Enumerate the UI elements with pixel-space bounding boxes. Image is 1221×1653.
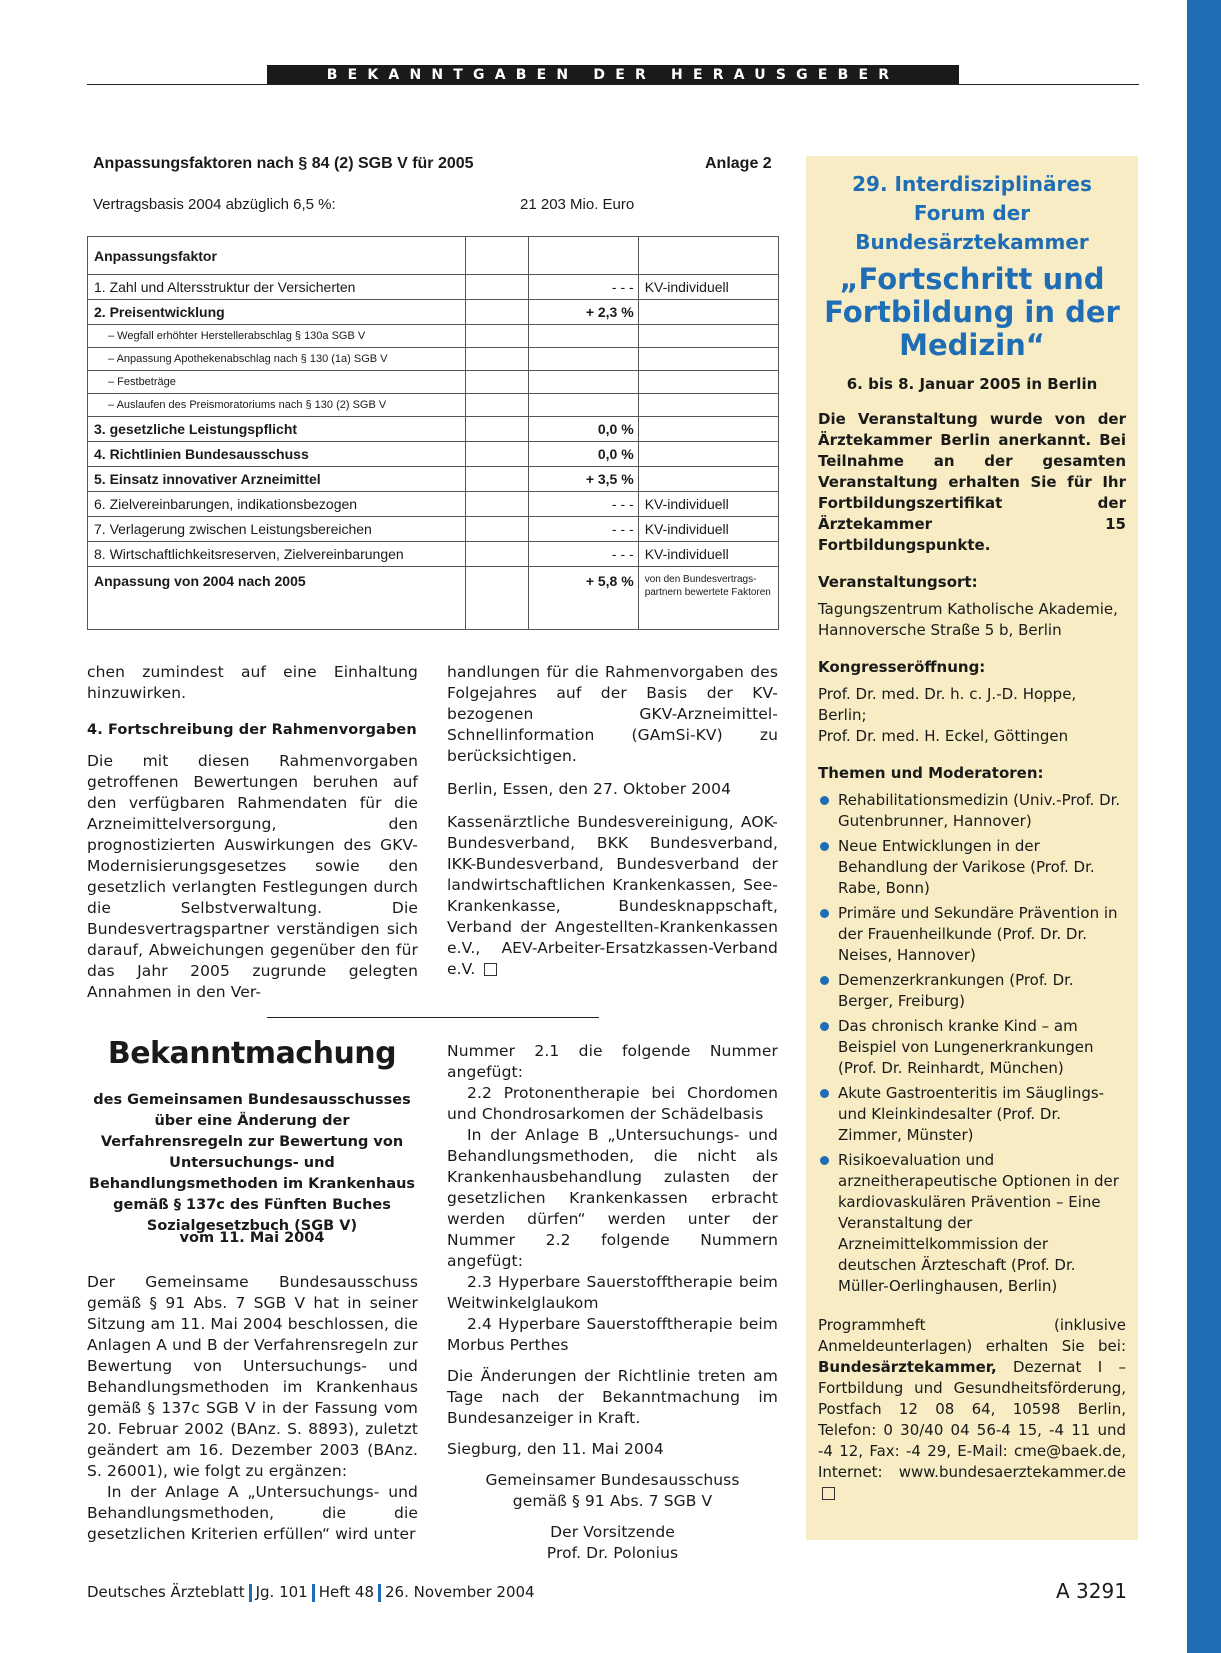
bullet-icon [820, 1089, 829, 1098]
bullet-icon [820, 796, 829, 805]
column-left-lower [87, 1272, 418, 1545]
paragraph: chen zumindest auf eine Einhaltung hinzuwirken. [87, 663, 418, 702]
list-item: Akute Gastroenteritis im Säuglings- und Kleinkindesalter (Prof. Dr. Zimmer, Münster) [818, 1083, 1126, 1146]
paragraph: Die Änderungen der Richtlinie treten am Tage nach der Bekanntmachung im Bundesanzeiger in Kraft. [447, 1367, 778, 1427]
issue-date: 26. November 2004 [385, 1583, 535, 1601]
table-row: 8. Wirtschaftlichkeitsreserven, Zielvereinbarungen - - - KV-individuell [88, 542, 779, 567]
table-row: 1. Zahl und Altersstruktur der Versicherten - - - KV-individuell [88, 275, 779, 300]
event-sidebar [806, 156, 1138, 1540]
section-heading: 4. Fortschreibung der Rahmenvorgaben [87, 722, 417, 738]
place-date: Siegburg, den 11. Mai 2004 [447, 1440, 664, 1458]
venue: Tagungszentrum Katholische Akademie, Hannoversche Straße 5 b, Berlin [818, 600, 1118, 639]
opening-speaker: Prof. Dr. med. H. Eckel, Göttingen [818, 727, 1069, 745]
list-item: Das chronisch kranke Kind – am Beispiel von Lungenerkrankungen (Prof. Dr. Reinhardt, München) [818, 1016, 1126, 1079]
paragraph: In der Anlage B „Untersuchungs- und Behandlungsmethoden, die nicht als Krankenhausbehandlung zulasten der gesetzlichen Krankenkassen erbracht werden dürfen“ werden unter der Nummer 2.2 folgende Nummern angefügt: [447, 1126, 778, 1270]
table-basis-label: Vertragsbasis 2004 abzüglich 6,5 %: [93, 196, 336, 213]
column-middle-upper [447, 662, 778, 980]
place-date: Berlin, Essen, den 27. Oktober 2004 [447, 780, 732, 798]
separator [249, 1584, 252, 1602]
paragraph: Die mit diesen Rahmenvorgaben getroffenen Bewertungen beruhen auf den verfügbaren Rahmendaten für die Arzneimittelversorgung, den prognostizierten Auswirkungen des GKV-Modernisierungsgesetzes sowie den gesetzlich verlangten Festlegungen durch die Selbstverwaltung. Die Bundesvertragspartner verständigen sich darauf, Abweichungen gegenüber den für das Jahr 2005 zugrunde gelegten Annahmen in den Ver- [87, 752, 418, 1001]
table-anlage: Anlage 2 [705, 155, 772, 172]
page-number: A 3291 [1056, 1579, 1127, 1603]
table-header-cell: Anpassungsfaktor [88, 237, 466, 275]
issue: Heft 48 [318, 1583, 374, 1601]
signature-line: Gemeinsamer Bundesausschuss [485, 1471, 740, 1489]
end-mark-icon [484, 963, 497, 976]
bullet-icon [820, 909, 829, 918]
bullet-icon [820, 1022, 829, 1031]
topics-list [818, 790, 1126, 1297]
column-middle-lower [447, 1041, 778, 1564]
edge-stripe [1187, 0, 1221, 1653]
table-basis-value: 21 203 Mio. Euro [520, 196, 635, 213]
paragraph: Kassenärztliche Bundesvereinigung, AOK-Bundesverband, BKK Bundesverband, IKK-Bundesverband, Bundesverband der landwirtschaftlichen Krankenkassen, See-Krankenkasse, Bundesknappschaft, Verband der Angestellten-Krankenkassen e.V., AEV-Arbeiter-Ersatzkassen-Verband e.V. [447, 813, 778, 978]
event-intro: Die Veranstaltung wurde von der Ärztekammer Berlin anerkannt. Bei Teilnahme an der gesamten Veranstaltung erhalten Sie für Ihr Fortbildungszertifikat der Ärztekammer 15 Fortbildungspunkte. [818, 410, 1126, 554]
paragraph: 2.3 Hyperbare Sauerstofftherapie beim Weitwinkelglaukom [447, 1273, 778, 1312]
journal-name: Deutsches Ärzteblatt [87, 1583, 245, 1601]
table-row: 7. Verlagerung zwischen Leistungsbereichen - - - KV-individuell [88, 517, 779, 542]
signature-line: Prof. Dr. Polonius [546, 1544, 679, 1562]
list-item: Risikoevaluation und arzneitherapeutische Optionen in der kardiovaskulären Prävention – Eine Veranstaltung der Arzneimittelkommission der deutschen Ärzteschaft (Prof. Dr. Müller-Oerlinghausen, Berlin) [818, 1150, 1126, 1297]
paragraph: Der Gemeinsame Bundesausschuss gemäß § 91 Abs. 7 SGB V hat in seiner Sitzung am 11. Mai 2004 beschlossen, die Anlagen A und B der Verfahrensregeln zur Bewertung von Untersuchungs- und Behandlungsmethoden im Krankenhaus gemäß § 137c SGB V in der Fassung vom 20. Februar 2002 (BAnz. S. 8893), zuletzt geändert am 16. Dezember 2003 (BAnz. S. 26001), wie folgt zu ergänzen: [87, 1273, 418, 1480]
table-row: 2. Preisentwicklung + 2,3 % [88, 300, 779, 325]
opening-heading: Kongresseröffnung: [818, 658, 986, 676]
separator [378, 1584, 381, 1602]
table-row: – Wegfall erhöhter Herstellerabschlag § 130a SGB V [88, 325, 779, 348]
list-item: Neue Entwicklungen in der Behandlung der Varikose (Prof. Dr. Rabe, Bonn) [818, 836, 1126, 899]
bekanntmachung-title: Bekanntmachung [107, 1036, 397, 1071]
end-mark-icon [822, 1487, 835, 1500]
paragraph: handlungen für die Rahmenvorgaben des Folgejahres auf der Basis der KV-bezogenen GKV-Arzneimittel-Schnellinformation (GAmSi-KV) zu berücksichtigen. [447, 663, 778, 765]
section-header: BEKANNTGABEN DER HERAUSGEBER [267, 65, 959, 85]
forum-name: 29. Interdisziplinäres Forum der Bundesärztekammer [852, 172, 1092, 254]
table-row: 3. gesetzliche Leistungspflicht 0,0 % [88, 417, 779, 442]
venue-heading: Veranstaltungsort: [818, 573, 978, 591]
table-row: 5. Einsatz innovativer Arzneimittel + 3,5 % [88, 467, 779, 492]
footer [87, 1583, 535, 1602]
signature-line: Der Vorsitzende [550, 1523, 675, 1541]
table-header-row [88, 237, 779, 275]
bekanntmachung-subtitle: des Gemeinsamen Bundesausschusses über eine Änderung der Verfahrensregeln zur Bewertung von Untersuchungs- und Behandlungsmethoden im Krankenhaus gemäß § 137c des Fünften Buches Sozialgesetzbuch (SGB V) [88, 1092, 416, 1234]
bekanntmachung-date: vom 11. Mai 2004 [179, 1230, 325, 1246]
header-rule [87, 84, 1139, 85]
list-item: Rehabilitationsmedizin (Univ.-Prof. Dr. Gutenbrunner, Hannover) [818, 790, 1126, 832]
table-title: Anpassungsfaktoren nach § 84 (2) SGB V für 2005 [93, 155, 474, 172]
signature-line: gemäß § 91 Abs. 7 SGB V [512, 1492, 713, 1510]
table-row: – Anpassung Apothekenabschlag nach § 130 (1a) SGB V [88, 348, 779, 371]
anpassungsfaktoren-table [87, 236, 779, 630]
divider [267, 1017, 599, 1018]
table-sum-row: Anpassung von 2004 nach 2005 + 5,8 % von den Bundesvertrags-partnern bewertete Faktoren [88, 567, 779, 630]
volume: Jg. 101 [255, 1583, 308, 1601]
topics-heading: Themen und Moderatoren: [818, 764, 1044, 782]
bullet-icon [820, 842, 829, 851]
paragraph: 2.2 Protonentherapie bei Chordomen und Chondrosarkomen der Schädelbasis [447, 1084, 778, 1123]
paragraph: Nummer 2.1 die folgende Nummer angefügt: [447, 1042, 778, 1081]
paragraph: In der Anlage A „Untersuchungs- und Behandlungsmethoden, die die gesetzlichen Kriterien erfüllen“ wird unter [87, 1483, 418, 1543]
bullet-icon [820, 1156, 829, 1165]
paragraph: 2.4 Hyperbare Sauerstofftherapie beim Morbus Perthes [447, 1315, 778, 1354]
event-title: „Fortschritt und Fortbildung in der Medizin“ [824, 262, 1120, 362]
column-left-upper [87, 662, 418, 1003]
opening-speaker: Prof. Dr. med. Dr. h. c. J.-D. Hoppe, Berlin; [818, 685, 1077, 724]
table-row: – Festbeträge [88, 371, 779, 394]
event-date: 6. bis 8. Januar 2005 in Berlin [846, 375, 1098, 393]
program-info: Programmheft (inklusive Anmeldeunterlagen) erhalten Sie bei: Bundesärztekammer, Dezernat I – Fortbildung und Gesundheitsförderung, Postfach 12 08 64, 10598 Berlin, Telefon: 0 30/40 04 56-4 15, -4 11 und -4 12, Fax: -4 29, E-Mail: cme@baek.de, Internet: www.bundesaerztekammer.de [818, 1315, 1126, 1504]
sum-note: von den Bundesvertrags-partnern bewertete Faktoren [644, 574, 771, 598]
list-item: Primäre und Sekundäre Prävention in der Frauenheilkunde (Prof. Dr. Dr. Neises, Hannover) [818, 903, 1126, 966]
table-row: 4. Richtlinien Bundesausschuss 0,0 % [88, 442, 779, 467]
list-item: Demenzerkrankungen (Prof. Dr. Berger, Freiburg) [818, 970, 1126, 1012]
bullet-icon [820, 976, 829, 985]
table-row: 6. Zielvereinbarungen, indikationsbezogen - - - KV-individuell [88, 492, 779, 517]
table-row: – Auslaufen des Preismoratoriums nach § 130 (2) SGB V [88, 394, 779, 417]
separator [312, 1584, 315, 1602]
